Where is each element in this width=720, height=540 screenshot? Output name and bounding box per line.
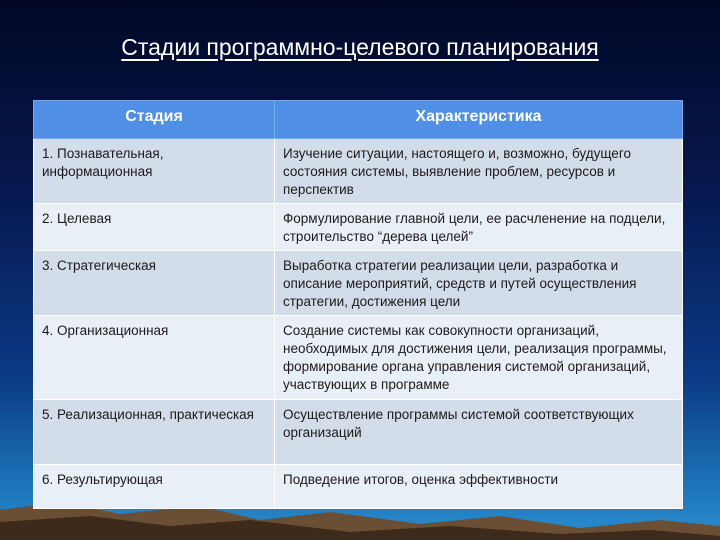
table-row [34,251,683,316]
stage-description: Подведение итогов, оценка эффективности [275,465,683,509]
stage-name: 3. Стратегическая [34,251,275,316]
header-stage: Стадия [34,101,275,139]
table-row [34,204,683,251]
stage-description: Формулирование главной цели, ее расчленение на подцели, строительство “дерева целей” [275,204,683,251]
stage-name: 4. Организационная [34,316,275,400]
stage-description: Выработка стратегии реализации цели, разработка и описание мероприятий, средств и путей осуществления стратегии, достижения цели [275,251,683,316]
table-row [34,400,683,465]
stages-table [33,100,683,509]
stage-name: 1. Познавательная, информационная [34,139,275,204]
table-row [34,316,683,400]
stage-description: Изучение ситуации, настоящего и, возможно, будущего состояния системы, выявление проблем, ресурсов и перспектив [275,139,683,204]
stage-name: 6. Результирующая [34,465,275,509]
stage-name: 5. Реализационная, практическая [34,400,275,465]
stage-description: Осуществление программы системой соответствующих организаций [275,400,683,465]
stage-name: 2. Целевая [34,204,275,251]
table-row [34,139,683,204]
page-title: Стадии программно-целевого планирования [121,34,599,60]
table-header-row [34,101,683,139]
stage-description: Создание системы как совокупности организаций, необходимых для достижения цели, реализация программы, формирование органа управления системой организаций, участвующих в программе [275,316,683,400]
header-description: Характеристика [275,101,683,139]
table-row [34,465,683,509]
